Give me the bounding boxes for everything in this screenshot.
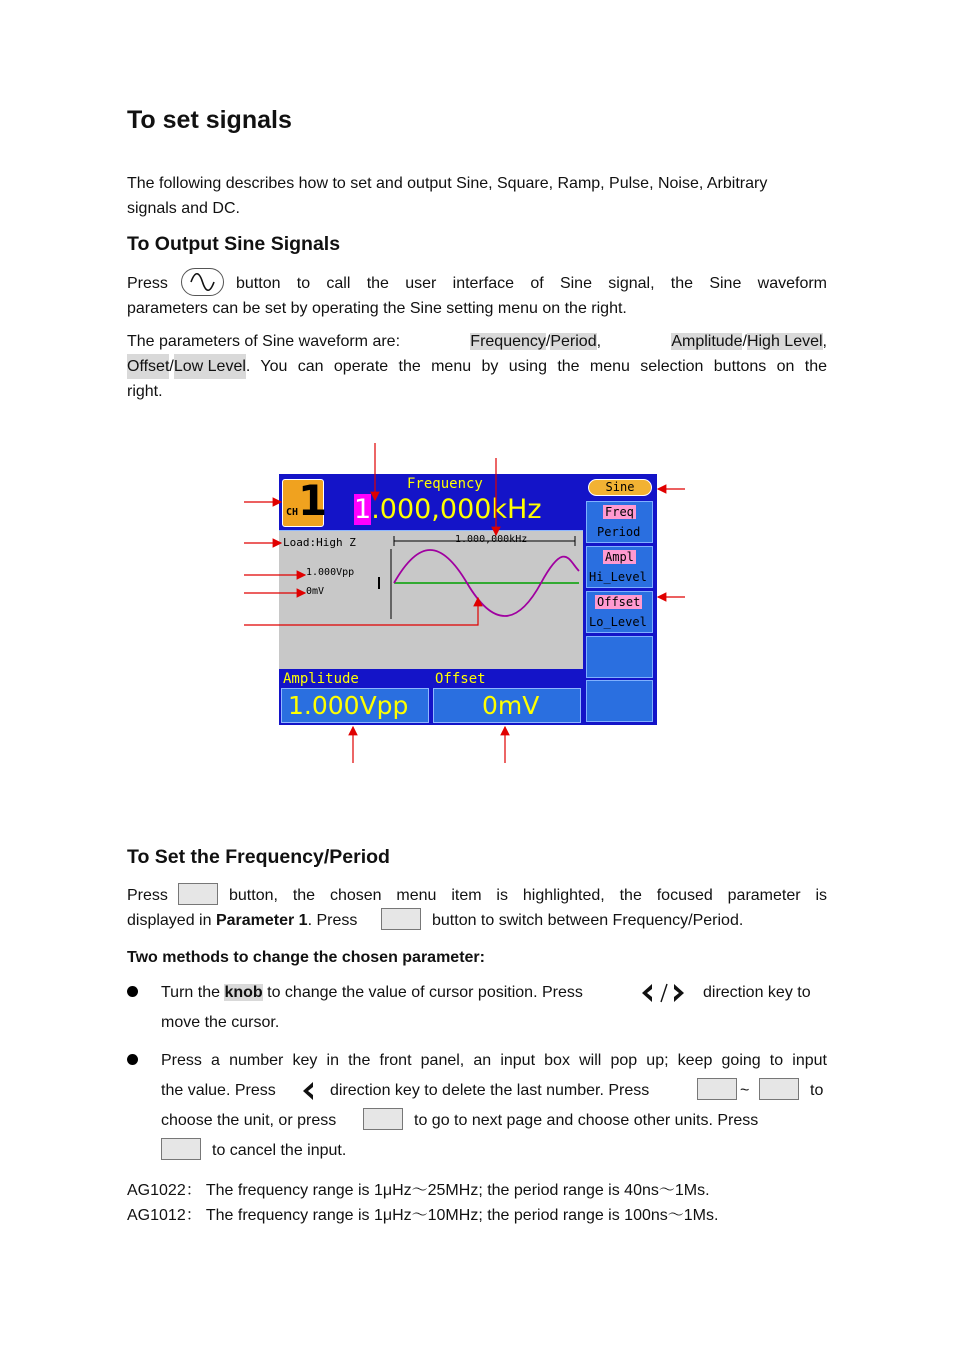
left-arrow-icon — [642, 984, 652, 1002]
param-low-level: Low Level — [174, 354, 246, 379]
freq-l2-c: button to switch between Frequency/Period. — [432, 912, 744, 929]
amplitude-value: 1.000Vpp — [288, 691, 409, 720]
param-name: Frequency — [407, 476, 483, 492]
methods-heading: Two methods to change the chosen parameter: — [127, 949, 485, 966]
parameter-1-bold: Parameter 1 — [215, 912, 308, 929]
unit-button-box-1 — [697, 1078, 737, 1100]
b2-l2a: the value. Press — [161, 1082, 276, 1099]
sine-p1-press: Press — [127, 275, 168, 292]
slash: / — [169, 358, 174, 375]
amplitude-small: 1.000Vpp — [306, 567, 355, 578]
freq-line-2 — [127, 908, 357, 933]
ag1012-range: AG1012： The frequency range is 1μHz～10MHz; the period range is 100ns～1Ms. — [127, 1207, 719, 1224]
menu-lolevel: Lo_Level — [589, 615, 647, 629]
b1-c: direction key to — [703, 984, 811, 1001]
freq-l1-press: Press — [127, 887, 168, 904]
intro-line-1: The following describes how to set and output Sine, Square, Ramp, Pulse, Noise, Arbitrary — [127, 175, 768, 192]
channel-number: 1 — [298, 476, 328, 525]
freq-l2-b: . Press — [307, 912, 358, 929]
comma: , — [596, 333, 602, 350]
freq-l2-a: displayed in — [127, 912, 212, 929]
sine-heading: To Output Sine Signals — [127, 233, 341, 255]
b2-l3a: choose the unit, or press — [161, 1112, 337, 1129]
sine-p2-line3: right. — [127, 383, 163, 400]
b2-l2b: direction key to delete the last number. Press — [330, 1082, 650, 1099]
tilde: ~ — [740, 1082, 750, 1099]
bullet2-line1: Press a number key in the front panel, an input box will pop up; keep going to input — [161, 1052, 827, 1069]
right-arrow-icon — [674, 984, 684, 1002]
knob-bold: knob — [224, 984, 263, 1001]
freq-l1-rest: button, the chosen menu item is highlighted, the focused parameter is — [229, 887, 827, 904]
param-period: Period — [550, 333, 597, 350]
b1-a: Turn the — [161, 984, 220, 1001]
sine-p2-rest: . You can operate the menu by using the menu selection buttons on the — [245, 358, 827, 375]
bullet-icon — [127, 986, 138, 997]
freq-heading: To Set the Frequency/Period — [127, 846, 390, 868]
bullet1-line1 — [161, 980, 583, 1005]
cancel-button-box — [161, 1138, 201, 1160]
menu-freq: Freq — [605, 505, 634, 519]
offset-label: Offset — [435, 671, 486, 687]
comma: , — [822, 333, 827, 350]
bullet1-line2: move the cursor. — [161, 1014, 280, 1031]
slash: / — [742, 333, 747, 350]
sine-p1-line2: parameters can be set by operating the Sine setting menu on the right. — [127, 300, 627, 317]
unit-button-box-2 — [759, 1078, 799, 1100]
menu-ampl: Ampl — [605, 550, 634, 564]
param-value: .000,000kHz — [371, 494, 542, 525]
menu-button-box — [178, 883, 218, 905]
slash: / — [545, 333, 551, 350]
b1-b: to change the value of cursor position. Press — [267, 984, 583, 1001]
intro-line-2: signals and DC. — [127, 200, 240, 217]
load-label: Load:High Z — [283, 536, 356, 549]
sine-p1-rest: button to call the user interface of Sine signal, the Sine waveform — [236, 275, 827, 292]
param-offset: Offset — [127, 354, 169, 379]
bullet-icon — [127, 1054, 138, 1065]
next-page-button-box — [363, 1108, 403, 1130]
cursor-digit: 1 — [354, 494, 372, 525]
left-arrow-icon — [297, 1079, 319, 1103]
menu-offset: Offset — [597, 595, 641, 609]
param-high-level: High Level — [746, 333, 823, 350]
b2-l3b: to go to next page and choose other units. Press — [414, 1112, 759, 1129]
param-frequency: Frequency — [470, 333, 546, 350]
menu-sine: Sine — [588, 479, 652, 496]
menu-period: Period — [597, 525, 641, 539]
param-amplitude: Amplitude — [671, 333, 743, 350]
page-title: To set signals — [127, 106, 292, 134]
left-right-arrow-icons — [638, 981, 690, 1005]
ag1022-range: AG1022： The frequency range is 1μHz～25MHz; the period range is 40ns～1Ms. — [127, 1182, 710, 1199]
frequency-marker: 1.000,000kHz — [455, 534, 528, 545]
b2-l4: to cancel the input. — [212, 1142, 347, 1159]
offset-small: 0mV — [306, 586, 325, 597]
channel-label: CH — [286, 507, 299, 518]
offset-value: 0mV — [482, 691, 540, 720]
menu-hilevel: Hi_Level — [589, 570, 647, 584]
sine-p2-lead: The parameters of Sine waveform are: — [127, 333, 401, 350]
amplitude-label: Amplitude — [283, 671, 359, 687]
menu-button-box-2 — [381, 908, 421, 930]
b2-l2c: to — [810, 1082, 824, 1099]
